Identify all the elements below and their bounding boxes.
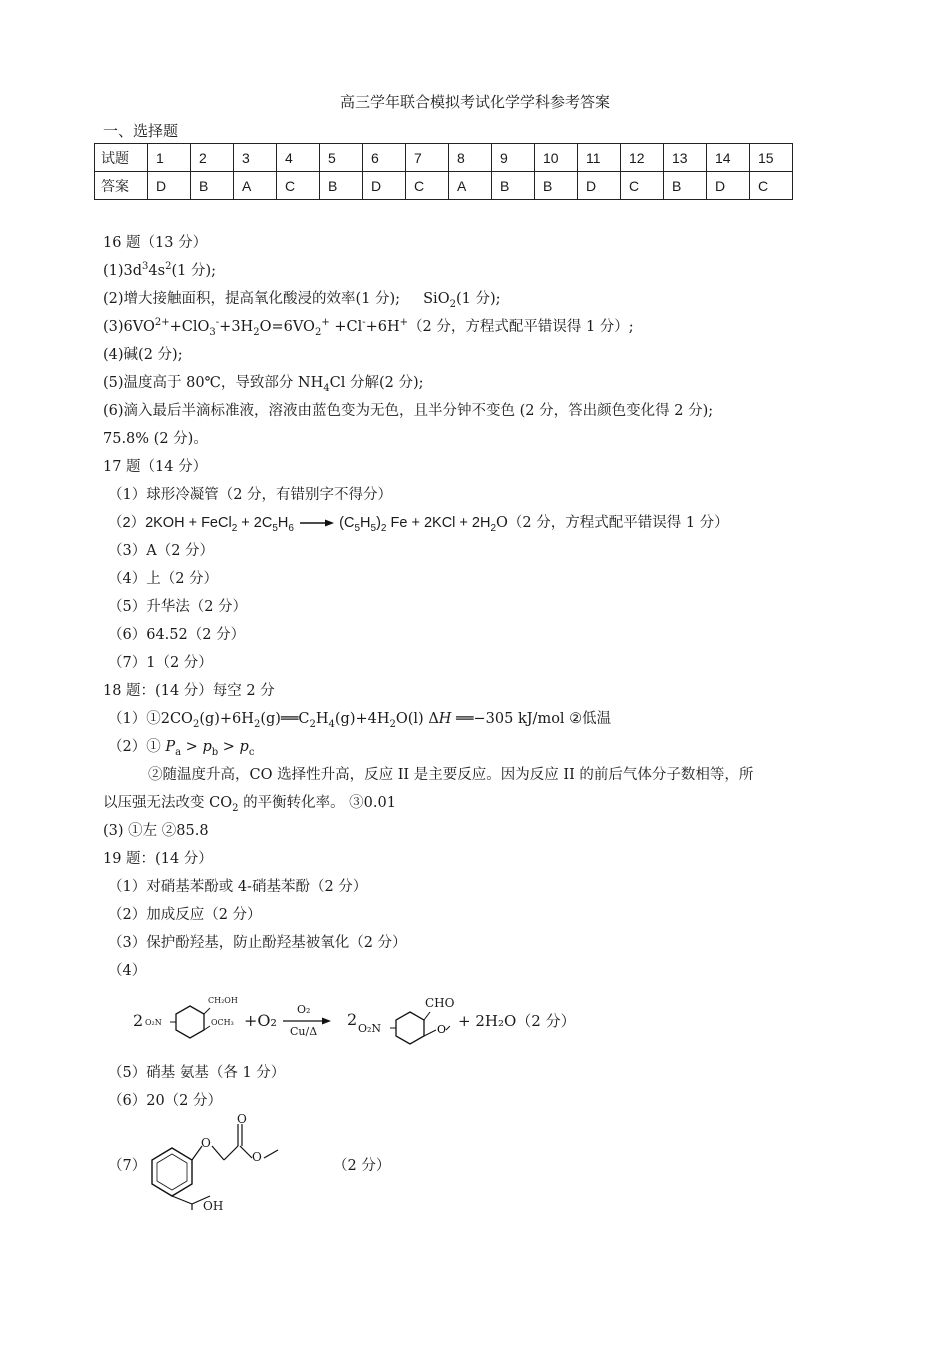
q16-line-5: (5)温度高于 80℃，导致部分 $NH_4Cl$ 分解(2 分); xyxy=(103,375,424,394)
table-cell: C xyxy=(750,172,793,200)
table-cell: A xyxy=(449,172,492,200)
product-no2-label: O₂N xyxy=(358,1022,382,1035)
q19-line-2: （2）加成反应（2 分） xyxy=(108,907,262,923)
q19-line-6: （6）20（2 分） xyxy=(108,1093,223,1109)
q16-line-4: (4)碱(2 分); xyxy=(103,347,183,363)
section-heading-choice: 一、选择题 xyxy=(103,122,179,140)
q17-heading: 17 题（14 分） xyxy=(103,459,208,475)
reaction-arrow-icon xyxy=(299,518,335,528)
q16-line-1: $(1)3d^34s^2(1$ 分); xyxy=(103,261,217,279)
q16-line-6: (6)滴入最后半滴标准液，溶液由蓝色变为无色，且半分钟不变色 (2 分，答出颜色变化得 2 分); xyxy=(103,403,714,419)
table-cell: 7 xyxy=(406,144,449,172)
table-cell: 2 xyxy=(191,144,234,172)
q19-line-7-score: （2 分） xyxy=(333,1158,391,1174)
q19-heading: 19 题：(14 分） xyxy=(103,851,213,867)
table-cell: C xyxy=(621,172,664,200)
q19-line-5: （5）硝基 氨基（各 1 分） xyxy=(108,1065,286,1081)
q17-line-4: （4）上（2 分） xyxy=(108,571,219,587)
table-cell: 12 xyxy=(621,144,664,172)
table-cell: B xyxy=(535,172,578,200)
table-cell: 15 xyxy=(750,144,793,172)
q17-line-2: （2）2KOH + FeCl$_2$ + $2C_5H_6$ $(C_5H_5)_2$ $Fe + 2KCl + 2H_2O(2$ 分，方程式配平错误得 1 分） xyxy=(108,515,729,534)
q18-line-3: ②随温度升高，CO 选择性升高，反应 II 是主要反应。因为反应 II 的前后气体分子数相等，所 xyxy=(148,767,754,783)
table-cell: A xyxy=(234,172,277,200)
q18-line-1: $(1)①2CO_2(g)+6H_2(g)══C_2H_4(g)+4H_2O(l)$ ΔH ══−305 kJ/mol ②低温 xyxy=(108,711,612,730)
q19-line-3: （3）保护酚羟基，防止酚羟基被氧化（2 分） xyxy=(108,935,407,951)
q16-line-7: 75.8% (2 分)。 xyxy=(103,431,208,447)
eq-coefficient-2: 2 xyxy=(347,1010,358,1029)
q18-line-2: （2）① $P_a > p_b > p_c$ xyxy=(108,739,255,758)
table-cell: 3 xyxy=(234,144,277,172)
reactant-no2-label: O₂N xyxy=(145,1018,162,1027)
q18-heading: 18 题：(14 分）每空 2 分 xyxy=(103,683,275,699)
table-cell: 9 xyxy=(492,144,535,172)
q16-heading: 16 题（13 分） xyxy=(103,235,208,251)
q17-line-7: （7）1（2 分） xyxy=(108,655,213,671)
table-cell: 6 xyxy=(363,144,406,172)
table-cell: B xyxy=(320,172,363,200)
table-row-answers xyxy=(95,172,793,200)
answer-table xyxy=(94,143,793,200)
svg-text:O: O xyxy=(437,1023,447,1036)
product-benzene-ring-icon xyxy=(386,1006,450,1048)
arrow-condition-top: O₂ xyxy=(297,1003,311,1016)
table-cell: C xyxy=(406,172,449,200)
reactant-och3-label: OCH₃ xyxy=(211,1018,234,1027)
ester-o-label: O xyxy=(252,1150,262,1164)
reactant-ch2oh-label: CH₂OH xyxy=(208,996,238,1005)
eq-product-tail: + 2H₂O（2 分） xyxy=(458,1012,576,1030)
q18-line-5: (3) ①左 ②85.8 xyxy=(103,823,209,839)
q17-line-3: （3）A（2 分） xyxy=(108,543,215,559)
table-cell: D xyxy=(363,172,406,200)
table-cell: D xyxy=(707,172,750,200)
q16-line-2: (2)增大接触面积，提高氧化酸浸的效率(1 分); SiO$_2$(1 分); xyxy=(103,291,501,310)
table-cell: 10 xyxy=(535,144,578,172)
table-cell: 13 xyxy=(664,144,707,172)
arrow-condition-bottom: Cu/Δ xyxy=(290,1025,318,1038)
table-cell: C xyxy=(277,172,320,200)
table-cell: D xyxy=(148,172,191,200)
eq-coefficient-1: 2 xyxy=(133,1011,144,1030)
ether-o-label: O xyxy=(201,1136,211,1150)
q18-line-4: 以压强无法改变 $CO_2$ 的平衡转化率。 ③0.01 xyxy=(103,795,396,814)
q17-line-1: （1）球形冷凝管（2 分，有错别字不得分） xyxy=(108,487,393,503)
q19-line-4: （4） xyxy=(108,963,147,979)
table-cell: B xyxy=(664,172,707,200)
row-label-questions: 试题 xyxy=(95,144,148,172)
table-cell: 1 xyxy=(148,144,191,172)
table-cell: B xyxy=(191,172,234,200)
q17-line-6: （6）64.52（2 分） xyxy=(108,627,246,643)
q17-line-5: （5）升华法（2 分） xyxy=(108,599,248,615)
eq-plus-o2: +O₂ xyxy=(244,1011,277,1030)
table-cell: 8 xyxy=(449,144,492,172)
q19-line-7: （7） xyxy=(108,1158,147,1174)
table-cell: 11 xyxy=(578,144,621,172)
q19-line-1: （1）对硝基苯酚或 4-硝基苯酚（2 分） xyxy=(108,879,368,895)
table-cell: 4 xyxy=(277,144,320,172)
page-title: 高三学年联合模拟考试化学学科参考答案 xyxy=(339,93,610,111)
reactant-benzene-ring-icon xyxy=(168,1002,212,1042)
carbonyl-o-label: O xyxy=(237,1112,247,1126)
hydroxyl-label: OH xyxy=(203,1199,224,1213)
table-cell: D xyxy=(578,172,621,200)
table-cell: 5 xyxy=(320,144,363,172)
row-label-answers: 答案 xyxy=(95,172,148,200)
q16-line-3: $(3)6VO^{2+}+ClO_3^-+3H_2O=6VO_2^+ +Cl^-+6H^+(2$ 分，方程式配平错误得 1 分）; xyxy=(103,317,634,338)
table-cell: 14 xyxy=(707,144,750,172)
table-cell: B xyxy=(492,172,535,200)
product-cho-label: CHO xyxy=(425,996,455,1010)
table-row-questions xyxy=(95,144,793,172)
